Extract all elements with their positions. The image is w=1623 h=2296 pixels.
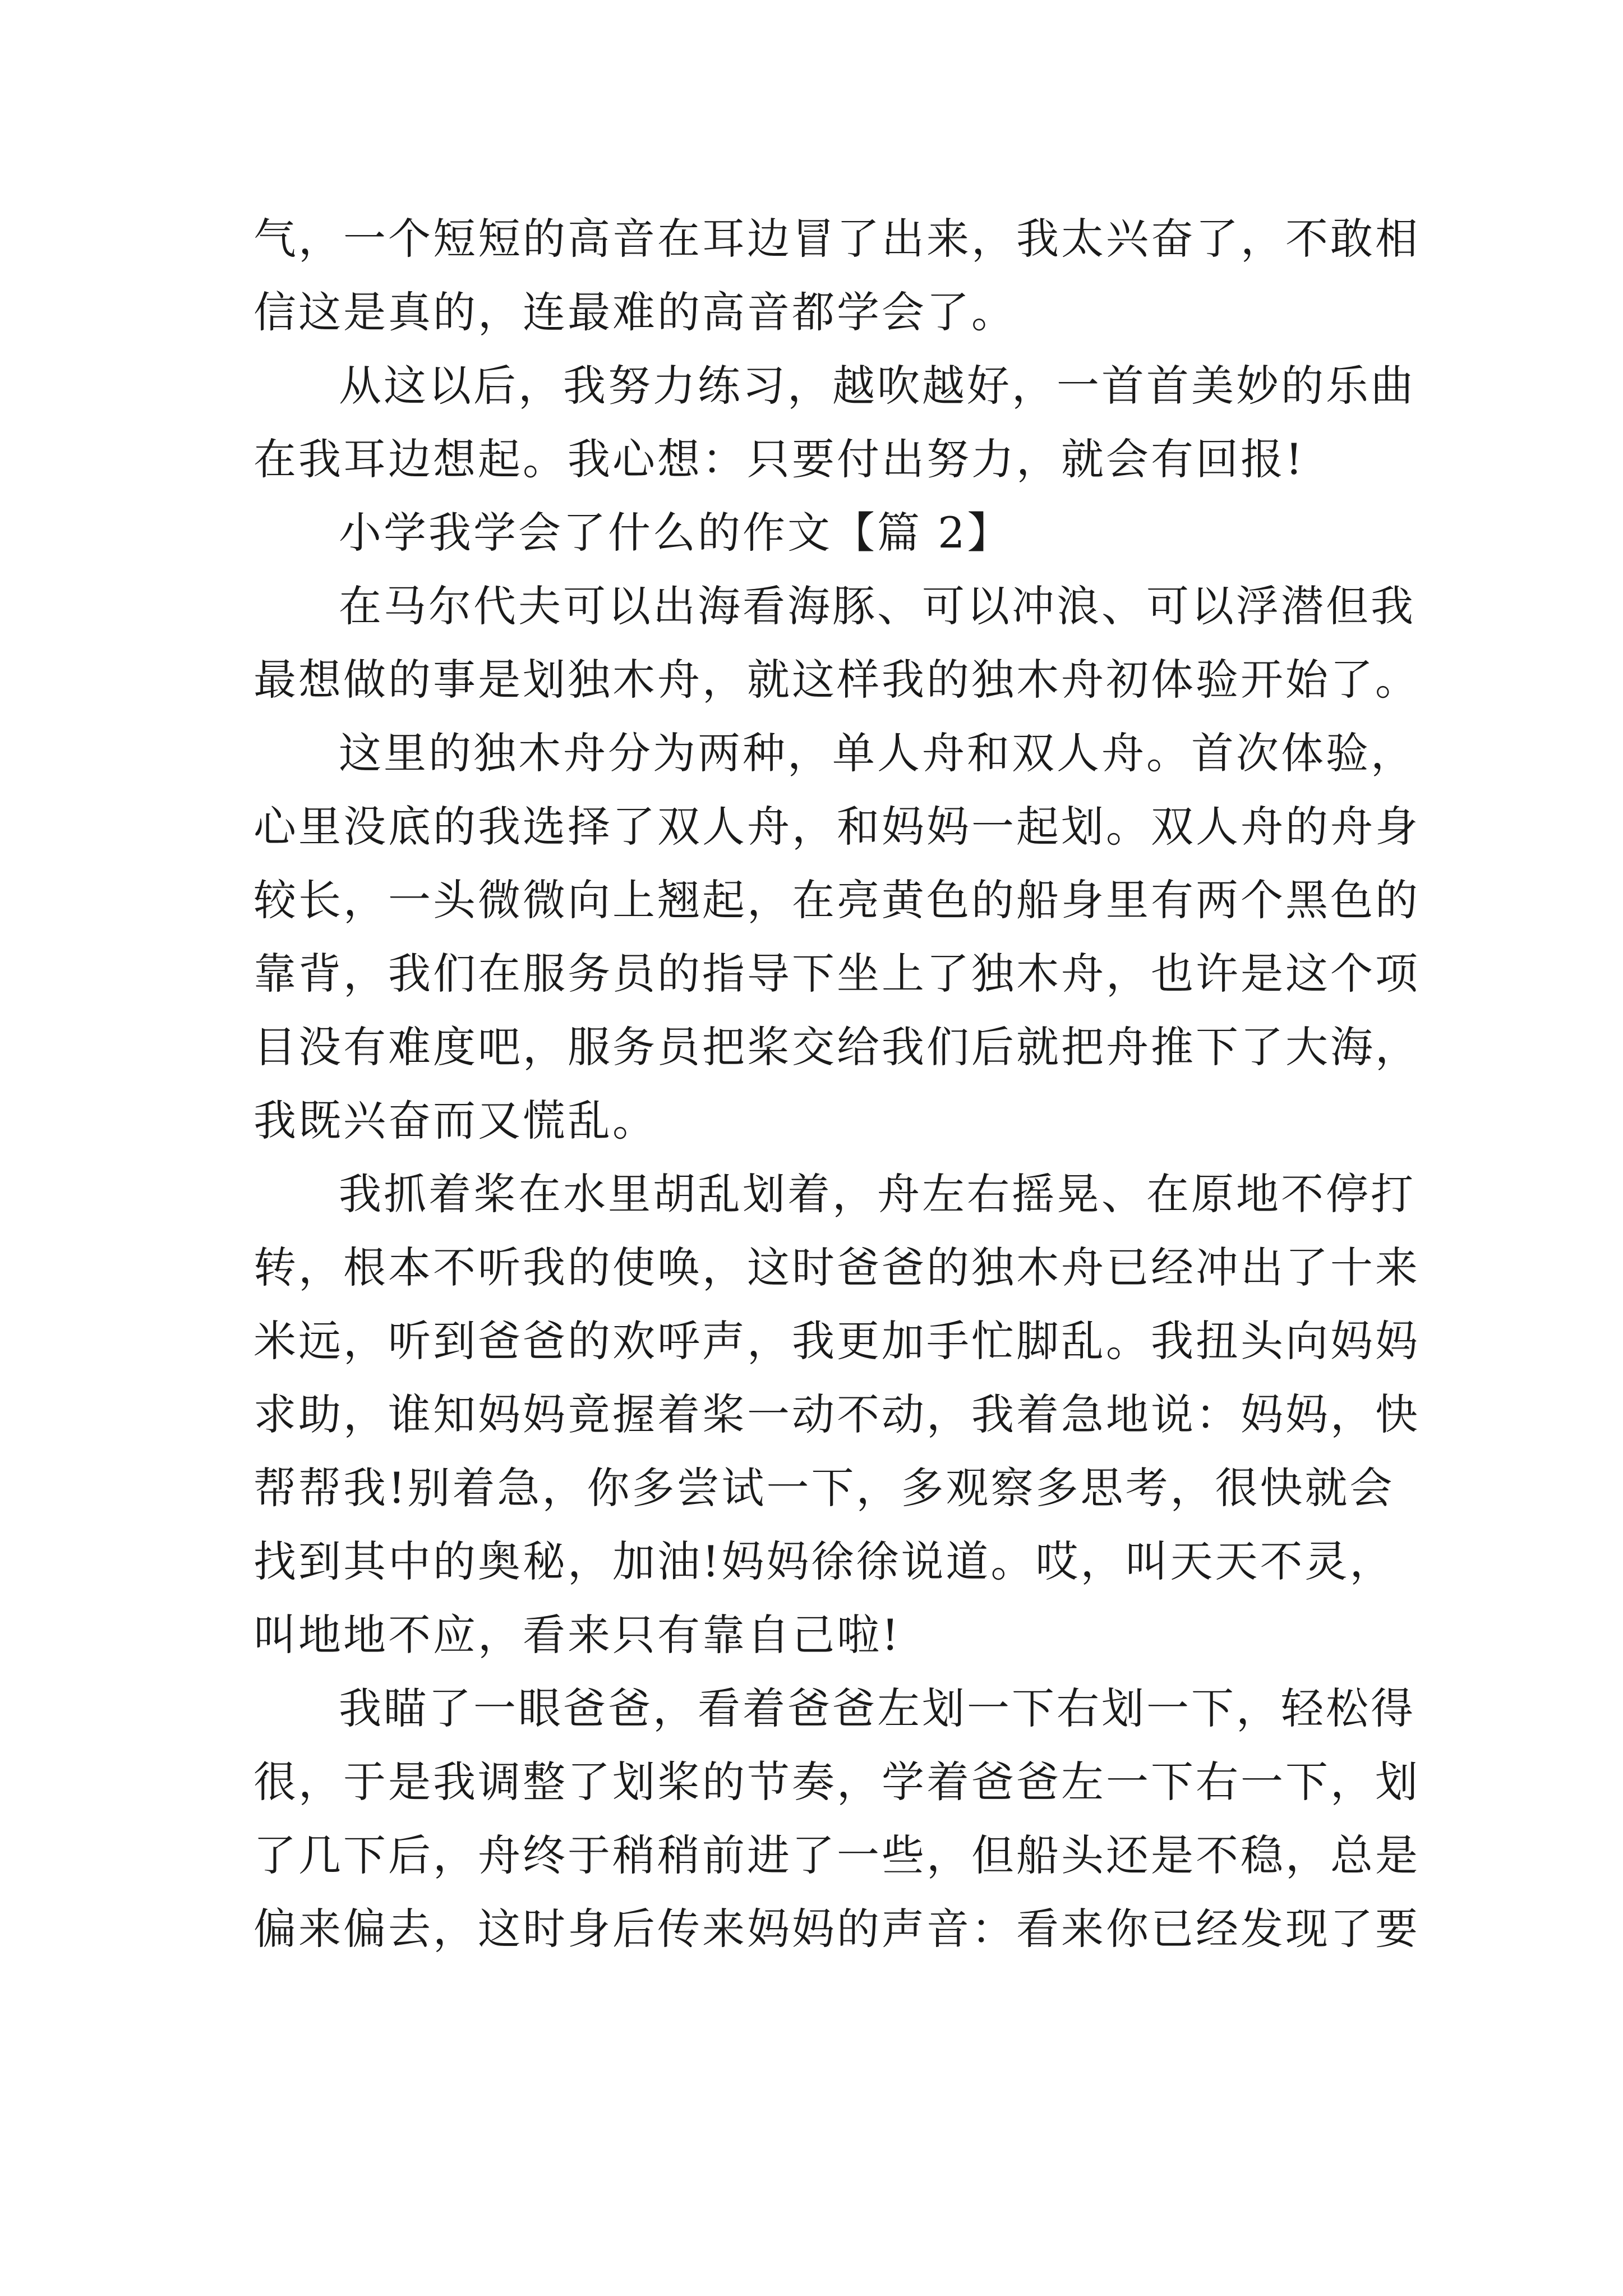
- paragraph-first-line: 我抓着桨在水里胡乱划着，舟左右摇晃、在原地不停打: [339, 1169, 1415, 1219]
- text-line: 找到其中的奥秘，加油!妈妈徐徐说道。哎，叫天天不灵，: [253, 1536, 1395, 1586]
- text-line: 叫地地不应，看来只有靠自己啦!: [253, 1610, 901, 1660]
- text-line: 最想做的事是划独木舟，就这样我的独木舟初体验开始了。: [253, 655, 1420, 705]
- text-line: 心里没底的我选择了双人舟，和妈妈一起划。双人舟的舟身: [253, 802, 1420, 852]
- paragraph-first-line: 从这以后，我努力练习，越吹越好，一首首美妙的乐曲: [339, 361, 1415, 411]
- text-line: 靠背，我们在服务员的指导下坐上了独木舟，也许是这个项: [253, 949, 1420, 999]
- text-line: 帮帮我!别着急，你多尝试一下，多观察多思考，很快就会: [253, 1463, 1395, 1513]
- paragraph-first-line: 在马尔代夫可以出海看海豚、可以冲浪、可以浮潜但我: [339, 581, 1415, 631]
- text-line: 转，根本不听我的使唤，这时爸爸的独木舟已经冲出了十来: [253, 1243, 1420, 1292]
- paragraph-first-line: 我瞄了一眼爸爸，看着爸爸左划一下右划一下，轻松得: [339, 1683, 1415, 1733]
- text-line: 信这是真的，连最难的高音都学会了。: [253, 287, 1016, 337]
- section-heading: 小学我学会了什么的作文【篇 2】: [339, 508, 1012, 558]
- text-line: 气，一个短短的高音在耳边冒了出来，我太兴奋了，不敢相: [253, 214, 1420, 264]
- paragraph-first-line: 这里的独木舟分为两种，单人舟和双人舟。首次体验，: [339, 728, 1415, 778]
- text-line: 求助，谁知妈妈竟握着桨一动不动，我着急地说：妈妈，快: [253, 1389, 1420, 1439]
- text-line: 在我耳边想起。我心想：只要付出努力，就会有回报!: [253, 434, 1305, 484]
- text-line: 很，于是我调整了划桨的节奏，学着爸爸左一下右一下，划: [253, 1757, 1420, 1807]
- document-body: [253, 202, 1420, 1966]
- text-line: 米远，听到爸爸的欢呼声，我更加手忙脚乱。我扭头向妈妈: [253, 1316, 1420, 1366]
- text-line: 我既兴奋而又慌乱。: [253, 1096, 657, 1145]
- text-line: 了几下后，舟终于稍稍前进了一些，但船头还是不稳，总是: [253, 1830, 1420, 1880]
- text-line: 较长，一头微微向上翘起，在亮黄色的船身里有两个黑色的: [253, 875, 1420, 925]
- text-line: 偏来偏去，这时身后传来妈妈的声音：看来你已经发现了要: [253, 1904, 1420, 1954]
- text-line: 目没有难度吧，服务员把桨交给我们后就把舟推下了大海，: [253, 1022, 1420, 1072]
